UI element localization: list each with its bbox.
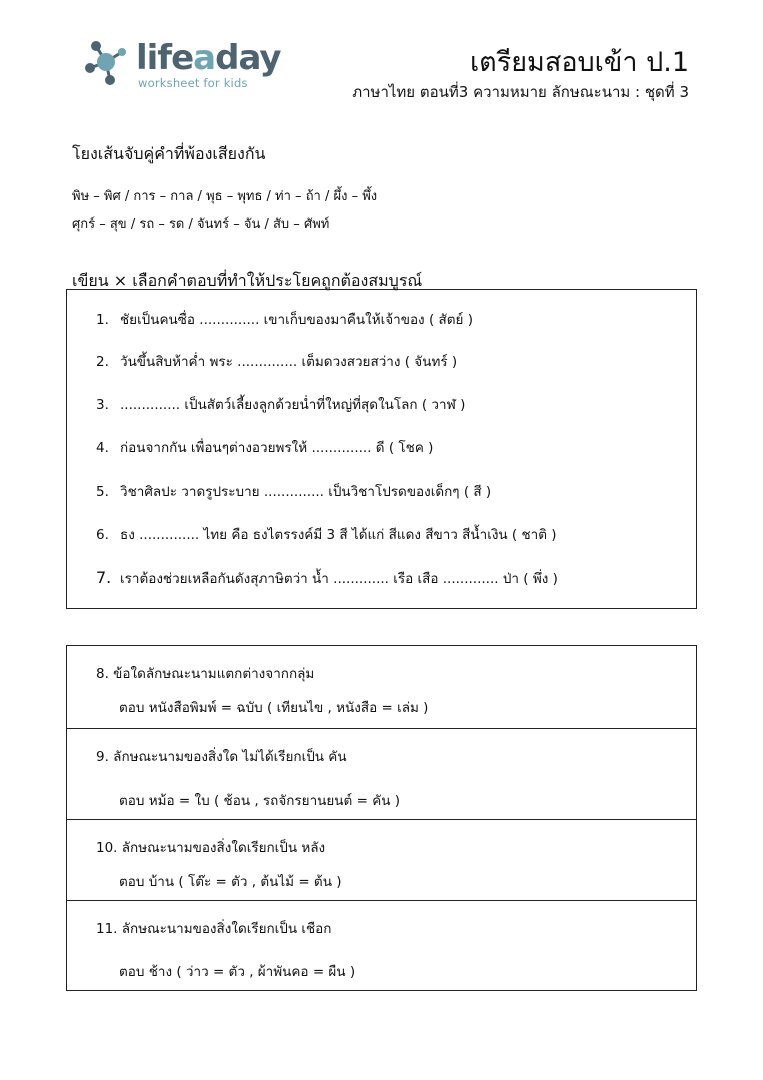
- classifier-cell: [67, 646, 696, 728]
- classifier-cell: [67, 819, 696, 900]
- question-item: 6. ธง .............. ไทย คือ ธงไตรรงค์มี 3 สี ได้แก่ สีแดง สีขาว สีน้ำเงิน ( ชาติ ): [96, 527, 557, 543]
- classifier-question: 8. ข้อใดลักษณะนามแตกต่างจากกลุ่ม: [96, 666, 315, 682]
- question-item: 4. ก่อนจากกัน เพื่อนๆต่างอวยพรให้ .............. ดี ( โชค ): [96, 440, 434, 456]
- classifier-box: [66, 645, 697, 991]
- classifier-question: 11. ลักษณะนามของสิ่งใดเรียกเป็น เชือก: [96, 921, 332, 937]
- homophone-line-2: ศุกร์ – สุข / รถ – รด / จันทร์ – จัน / สับ – ศัพท์: [72, 217, 330, 232]
- question-item: 1. ชัยเป็นคนซื่อ .............. เขาเก็บของมาคืนให้เจ้าของ ( สัตย์ ): [96, 312, 473, 328]
- question-item: 7. เราต้องช่วยเหลือกันดังสุภาษิตว่า น้ำ ............. เรือ เสือ ............. ป่า ( พึ่ง ): [96, 568, 558, 587]
- question-item: 3. .............. เป็นสัตว์เลี้ยงลูกด้วยน่ำที่ใหญ่ที่สุดในโลก ( วาฬ ): [96, 397, 466, 413]
- classifier-question: 9. ลักษณะนามของสิ่งใด ไม่ได้เรียกเป็น คัน: [96, 749, 347, 765]
- classifier-cell: [67, 900, 696, 991]
- fill-in-box: [66, 289, 697, 609]
- section1-title: โยงเส้นจับคู่คำที่พ้องเสียงกัน: [72, 144, 266, 163]
- logo-wordmark: lifeaday: [136, 38, 281, 78]
- classifier-cell: [67, 728, 696, 819]
- page-subtitle: ภาษาไทย ตอนที่3 ความหมาย ลักษณะนาม : ชุดที่ 3: [352, 83, 689, 101]
- question-item: 2. วันขึ้นสิบห้าค่ำ พระ .............. เต็มดวงสวยสว่าง ( จันทร์ ): [96, 354, 458, 370]
- classifier-answer: ตอบ ช้าง ( ว่าว = ตัว , ผ้าพันคอ = ผืน ): [119, 964, 356, 980]
- page-title: เตรียมสอบเข้า ป.1: [469, 47, 689, 78]
- classifier-answer: ตอบ บ้าน ( โต๊ะ = ตัว , ต้นไม้ = ต้น ): [119, 874, 342, 890]
- logo-molecule-icon: [82, 38, 134, 90]
- section2-title: เขียน × เลือกคำตอบที่ทำให้ประโยคถูกต้องสมบูรณ์: [72, 271, 423, 290]
- classifier-answer: ตอบ หนังสือพิมพ์ = ฉบับ ( เทียนไข , หนังสือ = เล่ม ): [119, 700, 429, 716]
- homophone-line-1: พิษ – พิศ / การ – กาล / พุธ – พุทธ / ท่า – ถ้า / ผึ้ง – พึ้ง: [72, 189, 378, 204]
- question-item: 5. วิชาศิลปะ วาดรูประบาย .............. เป็นวิชาโปรดของเด็กๆ ( สี ): [96, 484, 492, 500]
- logo: [82, 38, 282, 98]
- classifier-answer: ตอบ หม้อ = ใบ ( ช้อน , รถจักรยานยนต์ = คัน ): [119, 793, 401, 809]
- classifier-question: 10. ลักษณะนามของสิ่งใดเรียกเป็น หลัง: [96, 840, 326, 856]
- logo-tagline: worksheet for kids: [138, 76, 248, 90]
